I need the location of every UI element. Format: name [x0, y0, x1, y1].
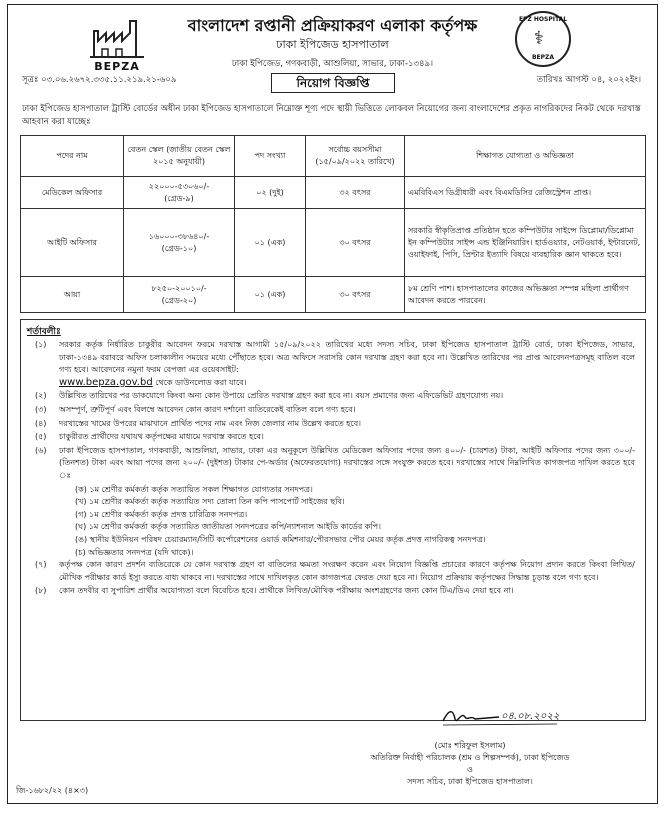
- qualification: ৮ম শ্রেণি পাশ। হাসপাতালের কাজের অভিজ্ঞতা সম্পন্ন মহিলা প্রার্থীগণ আবেদন করতে পারবেন।: [405, 277, 646, 313]
- document-item: (চ) অভিজ্ঞতার সনদপত্র (যদি থাকে)।: [75, 547, 194, 557]
- list-item: [35, 431, 635, 444]
- pay-grade: (গ্রেড-১০): [161, 243, 197, 253]
- table-row: [21, 277, 646, 313]
- list-item: [35, 445, 635, 483]
- item-text: চাকুরীরত প্রার্থীদের যথাযথ কর্তৃপক্ষের মাধ্যমে দরখাস্ত করতে হবে।: [59, 432, 264, 442]
- pay-grade: (গ্রেড-২০): [161, 295, 197, 305]
- post-count: ০১ (এক): [235, 277, 306, 313]
- pay-range: ৮২৫০-২০০১০/-: [151, 283, 207, 293]
- hospital-address: ঢাকা ইপিজেড, গণকবাড়ী, আশুলিয়া, সাভার, ঢাকা-১৩৪৯।: [231, 59, 434, 69]
- header-pay-scale: বেতন স্কেল (জাতীয় বেতন স্কেল ২০১৫ অনুযায়ী): [124, 136, 235, 177]
- notice-page: [7, 4, 658, 804]
- document-item: (খ) ১ম শ্রেণীর কর্মকর্তা কর্তৃক সত্যায়িত সদ্য তোলা তিন কপি পাসপোর্ট সাইজের ছবি।: [75, 497, 345, 507]
- item-text: কোন তদবীর বা সুপারিশ প্রার্থীর অযোগ্যতা বলে বিবেচিত হবে। প্রার্থীকে লিখিত/মৌখিক পরীক্ষায় অংশগ্রহণের জন্য কোন টিএ/ডিএ দেয়া হবে না।: [59, 586, 514, 596]
- bepza-logo-text: BEPZA: [94, 60, 140, 73]
- qualification: সরকারি স্বীকৃতিপ্রাপ্ত প্রতিষ্ঠান হতে কম্পিউটার সাইন্সে ডিপ্লোমা/ডিপ্লোমা ইন কম্পিউটার সাইন্স এন্ড ইঞ্জিনিয়ারিং। হার্ডওয়্যার, নেটওয়ার্ক, ইন্টারনেট, ওয়াইফাই, পিসি, প্রিন্টার ইত্যাদি বিষয়ে ব্যবহারিক জ্ঞান থাকতে হবে।: [405, 209, 646, 277]
- list-item: [35, 559, 635, 584]
- seal-top-text: EPZ HOSPITAL: [518, 16, 568, 23]
- intro-paragraph: ঢাকা ইপিজেড হাসপাতাল ট্রাস্টি বোর্ডের অধীন ঢাকা ইপিজেড হাসপাতালে নিম্নোক্ত শূণ্য পদে স্থায়ী ভিত্তিতে লোকবল নিয়োগের জন্য বাংলাদেশের প্রকৃত নাগরিকদের নিকট থেকে দরখাস্ত আহবান করা যাচ্ছেঃ: [22, 104, 641, 127]
- signatory-designation: অতিরিক্ত নির্বাহী পরিচালক (শ্রম ও শিল্পসম্পর্ক), ঢাকা ইপিজেড: [370, 753, 570, 762]
- item-text: উল্লিখিত তারিখের পর ডাকযোগে কিংবা অন্য কোন উপায়ে প্রেরিত দরখাস্ত গ্রহণ করা হবে না। বয়স প্রমাণের জন্য এফিডেভিট গ্রহণযোগ্য নয়।: [59, 391, 504, 401]
- organization-title: বাংলাদেশ রপ্তানী প্রক্রিয়াকরণ এলাকা কর্তৃপক্ষ: [187, 16, 478, 35]
- pay-range: ১৬০০০-৩৮৬৪০/-: [148, 231, 210, 241]
- list-item: [35, 339, 635, 389]
- pay-scale: [124, 209, 235, 277]
- item-number: (৫): [35, 432, 47, 442]
- post-name: আইটি অফিসার: [21, 209, 124, 277]
- document-item: (গ) ১ম শ্রেণীর কর্মকর্তা কর্তৃক প্রদত্ত চারিত্রিক সনদপত্র।: [75, 509, 248, 519]
- item-number: (২): [35, 391, 47, 401]
- header-qualification: শিক্ষাগত যোগ্যতা ও অভিজ্ঞতা: [405, 136, 646, 177]
- table-row: [21, 177, 646, 209]
- pay-grade: (গ্রেড-৯): [164, 193, 194, 203]
- header-post-name: পদের নাম: [21, 136, 124, 177]
- post-name: মেডিকেল অফিসার: [21, 177, 124, 209]
- table-header-row: [21, 136, 646, 177]
- conditions-heading: শর্তাবলীঃ: [27, 327, 61, 337]
- hospital-name: ঢাকা ইপিজেড হাসপাতাল: [276, 38, 389, 51]
- item-text: অসম্পূর্ণ, ত্রুটিপূর্ণ এবং বিলম্বে আবেদন কোন কারণ দর্শানো ব্যতিরেকেই বাতিল বলে গণ্য হবে।: [59, 404, 356, 414]
- age-limit: ৩২ বৎসর: [306, 177, 405, 209]
- age-limit: ৩০ বৎসর: [306, 209, 405, 277]
- header-age-limit: সর্বোচ্চ বয়সসীমা (১৫/০৯/২০২২ তারিখে): [306, 136, 405, 177]
- item-text: দরখাস্তের খামের উপরের মাঝখানে প্রার্থিত পদের নাম এবং নিজ জেলার নাম উল্লেখ করতে হবে।: [59, 418, 362, 428]
- pay-range: ২২০০০-৫৩০৬০/-: [148, 181, 210, 191]
- vacancy-table: [20, 135, 646, 313]
- signature-date: ০৪.০৮.২০২২: [501, 711, 559, 722]
- post-name: আয়া: [21, 277, 124, 313]
- item-number: (৩): [35, 404, 47, 414]
- pay-scale: [124, 277, 235, 313]
- age-limit: ৩০ বৎসর: [306, 277, 405, 313]
- signatory-member: সদস্য সচিব, ঢাকা ইপিজেড হাসপাতাল।: [407, 777, 533, 786]
- item-text: কর্তৃপক্ষ কোন কারণ প্রদর্শন ব্যতিরেকে যে কোন দরখাস্ত গ্রহণ বা বাতিলের ক্ষমতা সংরক্ষণ করেন এবং নিয়োগ বিজ্ঞপ্তি প্রচারের কারণে কর্তৃপক্ষ নিয়োগ প্রদান করতে কিংবা লিখিত/মৌখিক পরীক্ষার কার্ড ইস্যু করতে বাধ্য থাকবে না। দরখাস্তের সাথে দাখিলকৃত কোন কাগজপত্র ফেরত দেয়া হবে না। নিয়োগ প্রক্রিয়ায় কর্তৃপক্ষের সিদ্ধান্ত চূড়ান্ত বলে গণ্য হবে।: [59, 560, 635, 582]
- letterhead: [8, 5, 657, 90]
- item-text-suffix: থেকে ডাউনলোড করা যাবে।: [152, 377, 247, 387]
- required-documents: [75, 484, 635, 560]
- signatory-conjunction: ও: [467, 765, 473, 774]
- memo-number: সূত্রঃ ০৩.০৬.২৬৭২.৩৩৫.১১.২১৯.২১-৬০৯: [22, 75, 177, 85]
- handwritten-signature: [439, 705, 559, 727]
- item-number: (৮): [35, 586, 47, 596]
- item-text: সরকার কর্তৃক নির্ধারিত চাকুরীর আবেদন ফরমে দরখাস্ত আগামী ১৫/০৯/২০২২ তারিখের মধ্যে সদস্য সচিব, ঢাকা ইপিজেড হাসপাতাল ট্রাস্টি বোর্ড, ঢাকা ইপিজেড, সাভার, ঢাকা-১৩৪৯ বরাবরে অফিস চলাকালীন সময়ের মধ্যে পৌঁছাতে হবে। অত্র অফিসে সরাসরি কোন দরখাস্ত গ্রহণ করা হবে না। উল্লেখিত তারিখের পর প্রাপ্ত আবেদনপত্রসমূহ বাতিল বলে গণ্য হবে। আবেদনের নমুনা ফরম বেপজা এর ওয়েবসাইট:: [59, 340, 635, 375]
- item-number: (১): [35, 340, 47, 349]
- post-count: ০২ (দুই): [235, 177, 306, 209]
- list-item: [35, 585, 635, 598]
- list-item: [35, 390, 635, 403]
- table-row: [21, 209, 646, 277]
- item-number: (৬): [35, 445, 47, 455]
- signatory-name: (মোঃ শরিফুল ইসলাম): [434, 741, 506, 750]
- header-post-count: পদ সংখ্যা: [235, 136, 306, 177]
- item-number: (৪): [35, 418, 47, 428]
- signature: [439, 705, 559, 727]
- document-item: (ক) ১ম শ্রেণীর কর্মকর্তা কর্তৃক সত্যায়িত সকল শিক্ষাগত যোগ্যতার সনদপত্র।: [75, 484, 313, 494]
- item-text-wrapper: [59, 339, 635, 389]
- signatory-block: [300, 740, 640, 788]
- bepza-website-link[interactable]: www.bepza.gov.bd: [59, 376, 153, 388]
- document-item: (ঘ) ১ম শ্রেণীর কর্মকর্তা কর্তৃক সত্যায়িত জাতীয়তা সনদপত্রের কপি/ন্যাশনাল আইডি কার্ডের কপি।: [75, 522, 381, 532]
- publication-reference: জি-১৬৮২/২২ (৪×৩): [16, 786, 89, 795]
- notice-title: নিয়োগ বিজ্ঞপ্তি: [271, 73, 395, 93]
- item-number: (৭): [35, 560, 47, 570]
- list-item: [35, 404, 635, 417]
- pay-scale: [124, 177, 235, 209]
- hospital-seal: [515, 11, 571, 67]
- caduceus-icon: ⚕: [534, 28, 544, 49]
- post-count: ০১ (এক): [235, 209, 306, 277]
- item-text: ঢাকা ইপিজেড হাসপাতাল, গণকবাড়ী, আশুলিয়া, সাভার, ঢাকা এর অনুকূলে উল্লিখিত মেডিকেল অফিসার পদের জন্য ৪০০/- (চারশত) টাকা, আইটি অফিসার পদের জন্য ৩০০/- (তিনশত) টাকা এবং আয়া পদের জন্য ২০০/- (দুইশত) টাকার পে-অর্ডার (অফেরতযোগ্য) দরখাস্তের সঙ্গে সংযুক্ত করতে হবে। দরখাস্তের সাথে নিম্নলিখিত কাগজপত্র দাখিল করতে হবে ঃ: [59, 445, 635, 480]
- document-item: (ঙ) স্থানীয় ইউনিয়ন পরিষদ চেয়ারম্যান/সিটি কর্পোরেশনের ওয়ার্ড কমিশনার/পৌরসভার পৌর মেয়র কর্তৃক প্রদত্ত নাগরিকত্ব সনদপত্র।: [75, 534, 486, 544]
- conditions-box: [20, 319, 646, 721]
- qualification: এমবিবিএস ডিগ্রীধারী এবং বিএমডিসির রেজিস্ট্রেশন প্রাপ্ত।: [405, 177, 646, 209]
- notice-date: তারিখঃ আগস্ট ০৪, ২০২২ইং।: [536, 75, 641, 85]
- list-item: [35, 418, 635, 431]
- seal-bottom-text: BEPZA: [531, 54, 555, 61]
- conditions-list: [35, 339, 635, 599]
